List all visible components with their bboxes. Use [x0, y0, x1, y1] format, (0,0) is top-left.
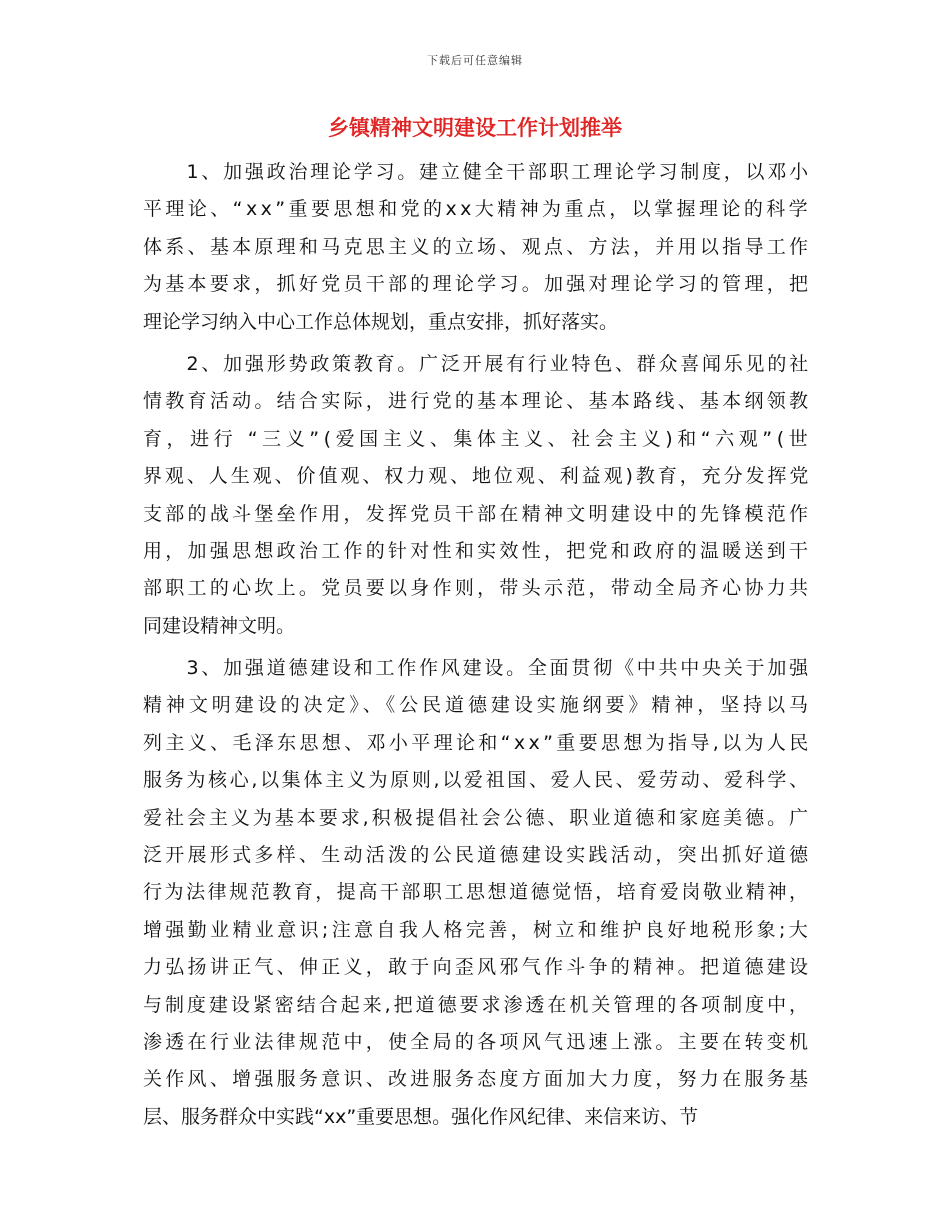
paragraph-3 — [143, 650, 812, 1136]
text-line: 界观、人生观、价值观、权力观、地位观、利益观)教育，充分发挥党 — [143, 465, 812, 488]
text-line: 增强勤业精业意识;注意自我人格完善，树立和维护良好地税形象;大 — [143, 918, 812, 941]
text-line: 为基本要求，抓好党员干部的理论学习。加强对理论学习的管理，把 — [143, 273, 812, 296]
text-line: 同建设精神文明。 — [143, 614, 296, 637]
page-header: 下载后可任意编辑 — [427, 54, 523, 67]
text-line: 力弘扬讲正气、伸正义，敢于向歪风邪气作斗争的精神。把道德建设 — [143, 956, 812, 979]
text-line: 理论学习纳入中心工作总体规划，重点安排，抓好落实。 — [143, 310, 619, 333]
text-line: 爱社会主义为基本要求,积极提倡社会公德、职业道德和家庭美德。广 — [143, 806, 812, 829]
text-line: 用，加强思想政治工作的针对性和实效性，把党和政府的温暖送到干 — [143, 539, 812, 562]
text-line: 体系、基本原理和马克思主义的立场、观点、方法，并用以指导工作 — [143, 235, 812, 258]
text-line: 情教育活动。结合实际，进行党的基本理论、基本路线、基本纲领教 — [143, 390, 812, 413]
document-body — [143, 154, 813, 1136]
text-line: 列主义、毛泽东思想、邓小平理论和“xx”重要思想为指导,以为人民 — [143, 731, 812, 754]
text-line: 层、服务群众中实践“xx”重要思想。强化作风纪律、来信来访、节 — [143, 1105, 699, 1128]
text-line: 支部的战斗堡垒作用，发挥党员干部在精神文明建设中的先锋模范作 — [143, 502, 812, 525]
text-line: 3、加强道德建设和工作作风建设。全面贯彻《中共中央关于加强 — [143, 657, 811, 680]
text-line: 平理论、“xx”重要思想和党的xx大精神为重点，以掌握理论的科学 — [143, 198, 812, 221]
text-line: 泛开展形式多样、生动活泼的公民道德建设实践活动，突出抓好道德 — [143, 844, 812, 867]
paragraph-1 — [143, 154, 812, 341]
text-line: 1、加强政治理论学习。建立健全干部职工理论学习制度，以邓小 — [143, 161, 811, 183]
text-line: 精神文明建设的决定》、《公民道德建设实施纲要》精神，坚持以马 — [143, 694, 812, 717]
text-line: 服务为核心,以集体主义为原则,以爱祖国、爱人民、爱劳动、爱科学、 — [143, 769, 811, 792]
paragraph-2 — [143, 346, 813, 645]
text-line: 行为法律规范教育，提高干部职工思想道德觉悟，培育爱岗敬业精神， — [143, 881, 811, 904]
text-line: 2、加强形势政策教育。广泛开展有行业特色、群众喜闻乐见的社 — [143, 352, 811, 375]
text-line: 关作风、增强服务意识、改进服务态度方面加大力度，努力在服务基 — [143, 1068, 812, 1091]
document-title: 乡镇精神文明建设工作计划推举 — [328, 116, 622, 140]
text-line: 部职工的心坎上。党员要以身作则，带头示范，带动全局齐心协力共 — [143, 577, 812, 600]
text-line: 渗透在行业法律规范中，使全局的各项风气迅速上涨。主要在转变机 — [143, 1030, 812, 1053]
text-line: 与制度建设紧密结合起来,把道德要求渗透在机关管理的各项制度中， — [143, 993, 812, 1016]
text-line: 育，进行 “三义”(爱国主义、集体主义、社会主义)和“六观”(世 — [143, 427, 813, 450]
